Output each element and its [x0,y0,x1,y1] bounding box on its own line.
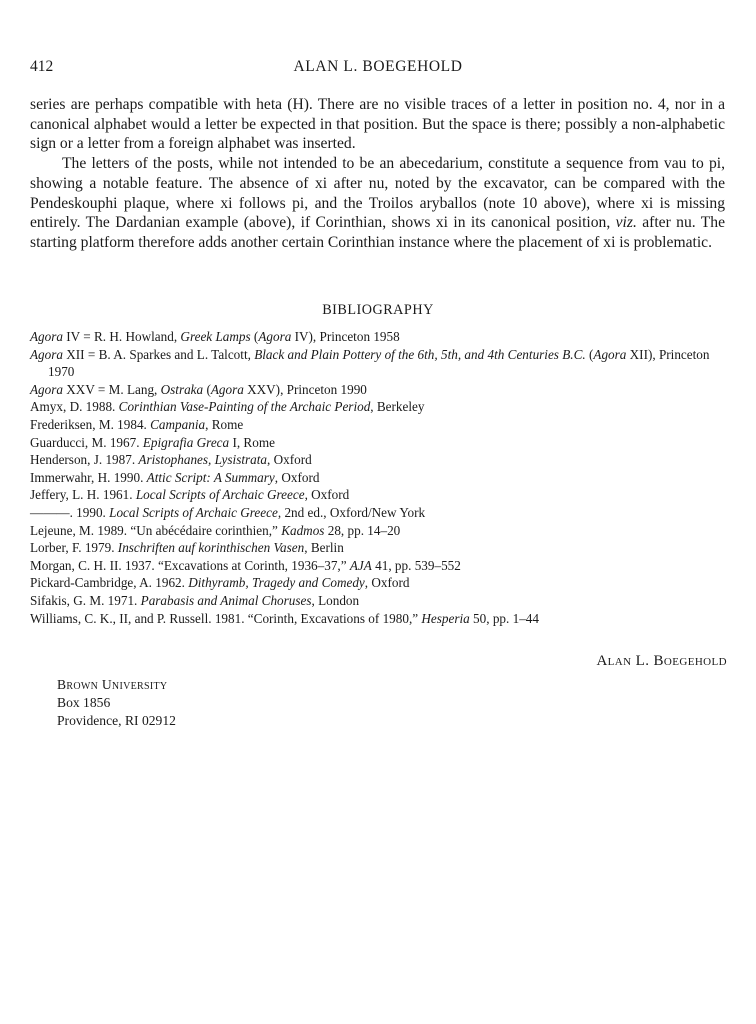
bibliography-text-segment: Guarducci, M. 1967. [30,434,143,450]
paragraph-2-part-2: after nu. The starting platform therefore adds another certain Corinthian instance where the placement of xi is problematic. [30,214,725,251]
bibliography-heading: BIBLIOGRAPHY [322,302,434,318]
bibliography-text-segment: Lejeune, M. 1989. “Un abécédaire corinthien,” [30,522,282,538]
bibliography-text-segment: , Berkeley [370,399,425,415]
author-address [57,676,176,730]
bibliography-italic-segment: Aristophanes, Lysistrata [138,452,267,468]
bibliography-italic-segment: Local Scripts of Archaic Greece [109,504,278,520]
bibliography-entry [30,469,730,487]
bibliography-text-segment: Lorber, F. 1979. [30,540,118,556]
body-text [30,95,725,253]
paragraph-2-part-1: The letters of the posts, while not intended to be an abecedarium, constitute a sequence from vau to pi, showing a notable feature. The absence of xi after nu, noted by the excavator, can be compared with the Pendeskouphi plaque, where xi follows pi, and the Troilos aryballos (note 10 above), where xi is missing entirely. The Dardanian example (above), if Corinthian, shows xi in its canonical position, [30,155,725,232]
bibliography-text-segment: ( [585,346,594,362]
bibliography-italic-segment: Greek Lamps [180,329,251,344]
bibliography-italic-segment: Attic Script: A Summary [146,469,275,485]
bibliography-list [30,328,730,627]
page-number: 412 [30,58,54,75]
bibliography-entry [30,592,730,610]
bibliography-entry [30,610,730,628]
bibliography-text-segment: , Rome [205,416,244,432]
bibliography-text-segment: Henderson, J. 1987. [30,452,139,468]
bibliography-entry [30,398,730,416]
bibliography-text-segment: 28, pp. 14–20 [324,522,401,538]
bibliography-entry [30,486,730,504]
bibliography-italic-segment: Agora [30,346,63,362]
bibliography-entry [30,522,730,540]
running-title: ALAN L. BOEGEHOLD [293,58,463,75]
bibliography-text-segment: , Oxford [274,469,320,485]
bibliography-text-segment: I, Rome [229,434,275,450]
bibliography-text-segment: , London [311,592,360,608]
bibliography-entry [30,434,730,452]
bibliography-entry [30,539,730,557]
address-line-2: Providence, RI 02912 [57,713,176,728]
bibliography-italic-segment: Local Scripts of Archaic Greece [135,487,305,503]
bibliography-text-segment: IV), Princeton 1958 [291,329,400,344]
bibliography-text-segment: , Oxford [364,575,410,591]
bibliography-italic-segment: Inschriften auf korinthischen Vasen [117,540,305,556]
bibliography-text-segment: XII = B. A. Sparkes and L. Talcott, [62,346,255,362]
bibliography-italic-segment: Parabasis and Animal Choruses [140,592,312,608]
bibliography-entry [30,381,730,399]
bibliography-text-segment: Jeffery, L. H. 1961. [30,487,136,503]
bibliography-italic-segment: Agora [30,381,63,397]
bibliography-text-segment: Amyx, D. 1988. [30,399,119,415]
bibliography-text-segment: 41, pp. 539–552 [371,557,461,573]
paragraph-1: series are perhaps compatible with heta (H). There are no visible traces of a letter in position no. 4, nor in a canonical alphabet would a letter be expected in that position. But the space is there; possibly a non-alphabetic sign or a letter from a foreign alphabet was inserted. [30,96,725,153]
bibliography-italic-segment: Epigrafia Greca [142,434,230,450]
bibliography-text-segment: XXV = M. Lang, [62,381,161,397]
address-line-1: Box 1856 [57,695,111,710]
bibliography-text-segment: Williams, C. K., II, and P. Russell. 1981. “Corinth, Excavations of 1980,” [30,610,422,626]
bibliography-text-segment: Morgan, C. H. II. 1937. “Excavations at Corinth, 1936–37,” [30,557,350,573]
bibliography-text-segment: Sifakis, G. M. 1971. [30,592,141,608]
author-signature: Alan L. Boegehold [596,653,727,669]
bibliography-italic-segment: Dithyramb, Tragedy and Comedy [188,575,365,591]
bibliography-italic-segment: Ostraka [160,381,204,397]
paragraph-2-viz: viz. [615,214,637,232]
bibliography-entry [30,346,730,381]
bibliography-italic-segment: Agora [593,346,627,362]
bibliography-text-segment: , Oxford [267,452,312,468]
bibliography-text-segment: Immerwahr, H. 1990. [30,469,147,485]
bibliography-text-segment: Frederiksen, M. 1984. [30,416,151,432]
bibliography-italic-segment: Agora [30,329,63,344]
bibliography-italic-segment: Black and Plain Pottery of the 6th, 5th, and 4th Centuries B.C. [254,346,586,362]
bibliography-entry [30,504,730,522]
bibliography-text-segment: ( [203,381,211,397]
bibliography-text-segment: XXV), Princeton 1990 [243,381,367,397]
bibliography-italic-segment: Agora [210,381,244,397]
bibliography-text-segment: , 2nd ed., Oxford/New York [277,504,426,520]
bibliography-text-segment: , Berlin [304,540,344,556]
bibliography-entry [30,557,730,575]
bibliography-entry [30,451,730,469]
affiliation: Brown University [57,677,168,692]
bibliography-entry [30,328,730,346]
bibliography-text-segment: Pickard-Cambridge, A. 1962. [30,575,189,591]
paragraph-2 [30,154,725,253]
bibliography-text-segment: IV = R. H. Howland, [62,329,181,344]
bibliography-text-segment: ———. 1990. [30,504,110,520]
bibliography-italic-segment: Corinthian Vase-Painting of the Archaic Period [118,399,371,415]
bibliography-italic-segment: Campania [150,416,206,432]
bibliography-italic-segment: Agora [258,329,292,344]
bibliography-text-segment: 50, pp. 1–44 [469,610,539,626]
bibliography-italic-segment: Hesperia [421,610,470,626]
bibliography-entry [30,574,730,592]
running-head [30,58,726,80]
bibliography-text-segment: XII), Princeton 1970 [48,346,710,380]
bibliography-italic-segment: AJA [349,557,372,573]
bibliography-entry [30,416,730,434]
bibliography-text-segment: ( [250,329,259,344]
bibliography-italic-segment: Kadmos [281,522,325,538]
bibliography-text-segment: , Oxford [304,487,350,503]
